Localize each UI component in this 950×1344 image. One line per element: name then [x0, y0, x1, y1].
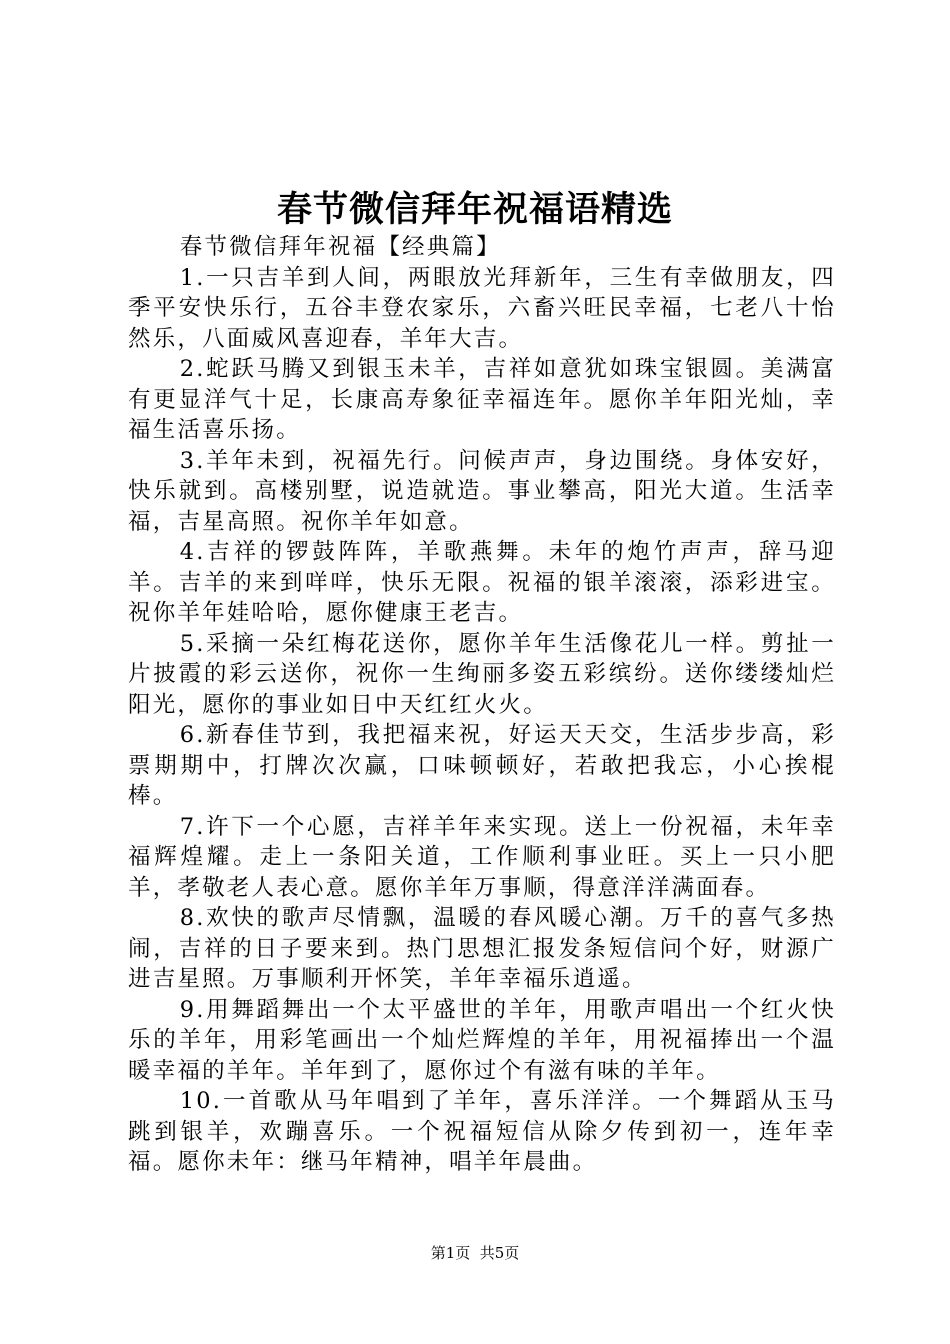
greeting-paragraph-2: 2.蛇跃马腾又到银玉未羊，吉祥如意犹如珠宝银圆。美满富有更显洋气十足，长康高寿象征幸福连年。愿你羊年阳光灿，幸福生活喜乐扬。	[128, 356, 836, 443]
greeting-paragraph-10: 10.一首歌从马年唱到了羊年，喜乐洋洋。一个舞蹈从玉马跳到银羊，欢蹦喜乐。一个祝福短信从除夕传到初一，连年幸福。愿你未年：继马年精神，唱羊年晨曲。	[128, 1088, 836, 1175]
page-footer	[0, 1243, 950, 1263]
greeting-paragraph-6: 6.新春佳节到，我把福来祝，好运天天交，生活步步高，彩票期期中，打牌次次赢，口味顿顿好，若敢把我忘，小心挨棍棒。	[128, 722, 836, 809]
document-body	[128, 232, 836, 1178]
greeting-paragraph-4: 4.吉祥的锣鼓阵阵，羊歌燕舞。未年的炮竹声声，辞马迎羊。吉羊的来到咩咩，快乐无限。祝福的银羊滚滚，添彩进宝。祝你羊年娃哈哈，愿你健康王老吉。	[128, 539, 836, 626]
greeting-paragraph-5: 5.采摘一朵红梅花送你，愿你羊年生活像花儿一样。剪扯一片披霞的彩云送你，祝你一生绚丽多姿五彩缤纷。送你缕缕灿烂阳光，愿你的事业如日中天红红火火。	[128, 630, 836, 718]
greeting-paragraph-1: 1.一只吉羊到人间，两眼放光拜新年，三生有幸做朋友，四季平安快乐行，五谷丰登农家乐，六畜兴旺民幸福，七老八十怡然乐，八面威风喜迎春，羊年大吉。	[128, 264, 836, 352]
greeting-paragraph-8: 8.欢快的歌声尽情飘，温暖的春风暖心潮。万千的喜气多热闹，吉祥的日子要来到。热门思想汇报发条短信问个好，财源广进吉星照。万事顺利开怀笑，羊年幸福乐逍遥。	[128, 905, 836, 992]
section-heading: 春节微信拜年祝福【经典篇】	[179, 234, 501, 260]
page-title: 春节微信拜年祝福语精选	[276, 189, 673, 230]
greeting-paragraph-7: 7.许下一个心愿，吉祥羊年来实现。送上一份祝福，未年幸福辉煌耀。走上一条阳关道，工作顺利事业旺。买上一只小肥羊，孝敬老人表心意。愿你羊年万事顺，得意洋洋满面春。	[128, 813, 836, 901]
greeting-paragraph-9: 9.用舞蹈舞出一个太平盛世的羊年，用歌声唱出一个红火快乐的羊年，用彩笔画出一个灿烂辉煌的羊年，用祝福捧出一个温暖幸福的羊年。羊年到了，愿你过个有滋有味的羊年。	[128, 996, 836, 1084]
greeting-paragraph-3: 3.羊年未到，祝福先行。问候声声，身边围绕。身体安好，快乐就到。高楼别墅，说造就造。事业攀高，阳光大道。生活幸福，吉星高照。祝你羊年如意。	[128, 447, 836, 535]
page-number: 第1页 共5页	[430, 1244, 520, 1262]
